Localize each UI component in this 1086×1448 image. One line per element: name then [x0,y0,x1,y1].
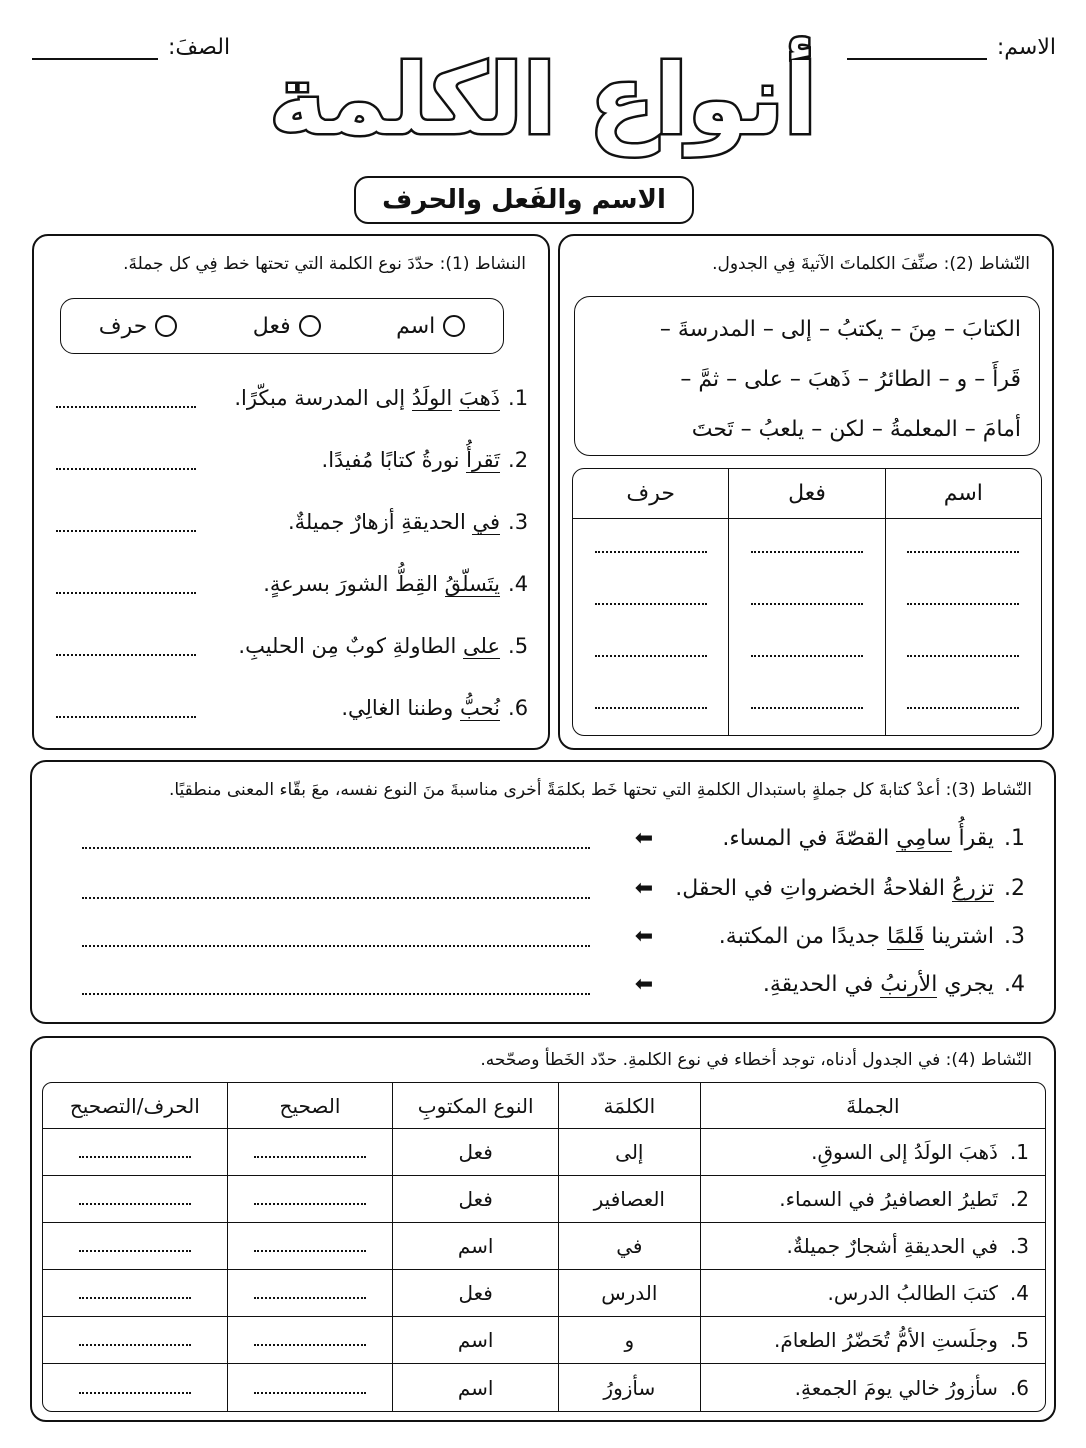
underlined-word: الولَدُ [411,386,453,410]
cell-correct[interactable] [227,1129,393,1175]
choice-verb[interactable] [253,314,321,339]
underlined-word: قَلمًا [886,923,925,949]
activity-1-item [56,626,538,666]
cell-word: العصافير [558,1176,700,1222]
class-label: الصفَ: [168,35,231,60]
answer-blank[interactable] [56,512,196,532]
answer-blank[interactable] [56,698,196,718]
item-sentence: في الحديقةِ أزهارٌ جميلةٌ. [287,510,500,534]
underlined-word: في [472,510,500,534]
item-sentence: يجري الأرنبُ في الحديقةِ. [762,971,994,997]
underlined-word: على [463,634,500,658]
cell-fix[interactable] [43,1364,227,1411]
arrow-left-icon: ⬅ [634,923,654,949]
cell-type: اسم [392,1223,558,1269]
underlined-word: يتَسلّقُ [444,572,500,596]
cell-sentence: 1. ذَهبَ الولَدُ إلى السوقِ. [700,1129,1045,1175]
word-bank-line: الكتابَ – مِنَ – يكتبُ – إلى – المدرسةَ – [659,317,1021,342]
answer-blank[interactable] [82,877,590,899]
item-number: 3. [508,510,529,534]
item-sentence: يتَسلّقُ القِطُّ الشورَ بسرعةٍ. [263,572,500,596]
activity-3-item [82,962,1040,1006]
cell-word: إلى [558,1129,700,1175]
cell-type: فعل [392,1176,558,1222]
table-row [43,1364,1045,1411]
name-label: الاسم: [996,35,1056,60]
cell-sentence: 6. سأزورُ خالي يومَ الجمعةِ. [700,1364,1045,1411]
answer-blank[interactable] [56,574,196,594]
word-bank-line: أمامَ – المعلمةُ – لكن – يلعبُ – تَحتَ [691,417,1021,442]
choice-particle[interactable] [99,314,178,339]
activity-4-box [30,1036,1056,1422]
item-sentence: تزرعُ الفلاحةُ الخضرواتِ في الحقل. [675,875,994,901]
cell-correct[interactable] [227,1317,393,1363]
cell-type: اسم [392,1364,558,1411]
header-correct: الصحيح [227,1083,393,1128]
underlined-word: الأرنبُ [880,971,938,997]
column-header-verb: فعل [728,469,884,518]
underlined-word: تزرعُ [951,875,994,901]
answer-blank[interactable] [56,388,196,408]
activity-1-item [56,502,538,542]
worksheet-title: أنواع الكلمة [269,44,817,156]
column-noun[interactable] [885,519,1041,735]
item-number: 3. [1004,923,1025,949]
cell-sentence: 2. تَطيرُ العصافيرُ في السماء. [700,1176,1045,1222]
cell-fix[interactable] [43,1317,227,1363]
underlined-word: ذَهبَ [458,386,500,410]
table-row [43,1223,1045,1270]
answer-blank[interactable] [751,591,863,605]
cell-type: فعل [392,1270,558,1316]
errors-table [42,1082,1046,1412]
answer-blank[interactable] [595,695,707,709]
cell-type: فعل [392,1129,558,1175]
classify-table [572,468,1042,736]
column-header-particle: حرف [626,481,675,506]
cell-type: اسم [392,1317,558,1363]
header-sentence: الجملةَ [700,1083,1045,1128]
column-particle[interactable] [573,519,728,735]
arrow-left-icon: ⬅ [634,875,654,901]
activity-3-item [82,914,1040,958]
underlined-word: تَقرأُ [466,448,500,472]
answer-blank[interactable] [907,539,1019,553]
answer-blank[interactable] [595,643,707,657]
item-sentence: اشترينا قَلمًا جديدًا من المكتبة. [718,923,994,949]
item-sentence: تَقرأُ نورةُ كتابًا مُفيدًا. [321,448,500,472]
answer-blank[interactable] [751,643,863,657]
activity-2-title: النّشاط (2): صنِّفَ الكلماتَ الآتيةَ فِي الجدول. [712,254,1030,274]
table-header-row [43,1083,1045,1129]
worksheet-subtitle: الاسم والفَعل والحرف [354,176,694,224]
answer-blank[interactable] [56,636,196,656]
answer-blank[interactable] [82,973,590,995]
cell-fix[interactable] [43,1223,227,1269]
activity-3-title: النّشاط (3): أعدْ كتابةَ كل جملةٍ باستبدال الكلمةِ التي تحتها خَط بكلمَةً أخرى مناسبةَ منَ النوع نفسه، معَ بقّاء المعنى منطقيًا. [168,780,1032,800]
item-number: 2. [508,448,529,472]
cell-sentence: 3. في الحديقةِ أشجارٌ جميلةٌ. [700,1223,1045,1269]
table-row [43,1270,1045,1317]
activity-1-title: النشاط (1): حدّدَ نوع الكلمة التي تحتها خط فِي كل جملةَ. [123,254,526,274]
item-number: 1. [1004,825,1025,851]
answer-blank[interactable] [595,539,707,553]
item-number: 4. [508,572,529,596]
answer-blank[interactable] [751,695,863,709]
cell-correct[interactable] [227,1223,393,1269]
cell-fix[interactable] [43,1129,227,1175]
underlined-word: سامِي [896,825,952,851]
answer-blank[interactable] [751,539,863,553]
answer-blank[interactable] [907,591,1019,605]
column-header-noun: اسم [885,469,1041,518]
cell-fix[interactable] [43,1270,227,1316]
activity-3-item [82,866,1040,910]
activity-1-item [56,564,538,604]
cell-word: و [558,1317,700,1363]
answer-blank[interactable] [907,643,1019,657]
activity-1-item [56,440,538,480]
radio-circle-icon[interactable] [443,315,465,337]
activity-1-item [56,688,538,728]
activity-2-box [558,234,1054,750]
arrow-left-icon: ⬅ [634,825,654,851]
item-sentence: يقرأُ سامِي القصّةَ في المساء. [722,825,994,851]
choice-label: اسم [396,313,436,339]
underlined-word: نُحبُّ [459,696,500,720]
activity-3-item [82,816,1040,860]
choice-noun[interactable] [396,314,465,339]
answer-blank[interactable] [82,925,590,947]
activity-4-title: النّشاط (4): في الجدول أدناه، توجد أخطاء في نوع الكلمةِ. حدّد الخَطأ وصحّحه. [480,1050,1032,1070]
answer-blank[interactable] [56,450,196,470]
choice-label: حرف [98,313,148,339]
item-sentence: على الطاولةِ كوبٌ مِن الحليبِ. [238,634,500,658]
cell-word: في [558,1223,700,1269]
activity-1-item [56,378,538,418]
cell-word: سأزورُ [558,1364,700,1411]
arrow-left-icon: ⬅ [634,971,654,997]
item-number: 6. [508,696,529,720]
radio-circle-icon[interactable] [155,315,177,337]
table-row [43,1176,1045,1223]
word-bank-line: قَرأَ – و – الطائرُ – ذَهبَ – على – ثمَّ – [680,367,1021,392]
activity-1-box [32,234,550,750]
table-row [43,1129,1045,1176]
header-word: الكلمَة [558,1083,700,1128]
item-number: 5. [508,634,529,658]
answer-blank[interactable] [907,695,1019,709]
table-row [43,1317,1045,1364]
item-number: 4. [1004,971,1025,997]
item-sentence: نُحبُّ وطننا الغالِي. [341,696,500,720]
cell-fix[interactable] [43,1176,227,1222]
header-written-type: النوع المكتوبِ [392,1083,558,1128]
classify-table-header [573,469,1041,519]
header-fix: الحرف/التصحيح [69,1093,200,1118]
column-verb[interactable] [728,519,884,735]
activity-3-box [30,760,1056,1024]
cell-sentence: 5. وجلَستِ الأمُّ تُحَضّرُ الطعامَ. [700,1317,1045,1363]
item-sentence: ذَهبَ الولَدُ إلى المدرسة مبكّرًا. [234,386,500,410]
choice-options [60,298,504,354]
cell-correct[interactable] [227,1270,393,1316]
radio-circle-icon[interactable] [299,315,321,337]
word-bank [574,296,1040,456]
item-number: 2. [1004,875,1025,901]
answer-blank[interactable] [595,591,707,605]
answer-blank[interactable] [82,827,590,849]
cell-word: الدرس [558,1270,700,1316]
item-number: 1. [508,386,529,410]
cell-correct[interactable] [227,1176,393,1222]
choice-label: فعل [252,313,291,339]
cell-correct[interactable] [227,1364,393,1411]
cell-sentence: 4. كتبَ الطالبُ الدرس. [700,1270,1045,1316]
